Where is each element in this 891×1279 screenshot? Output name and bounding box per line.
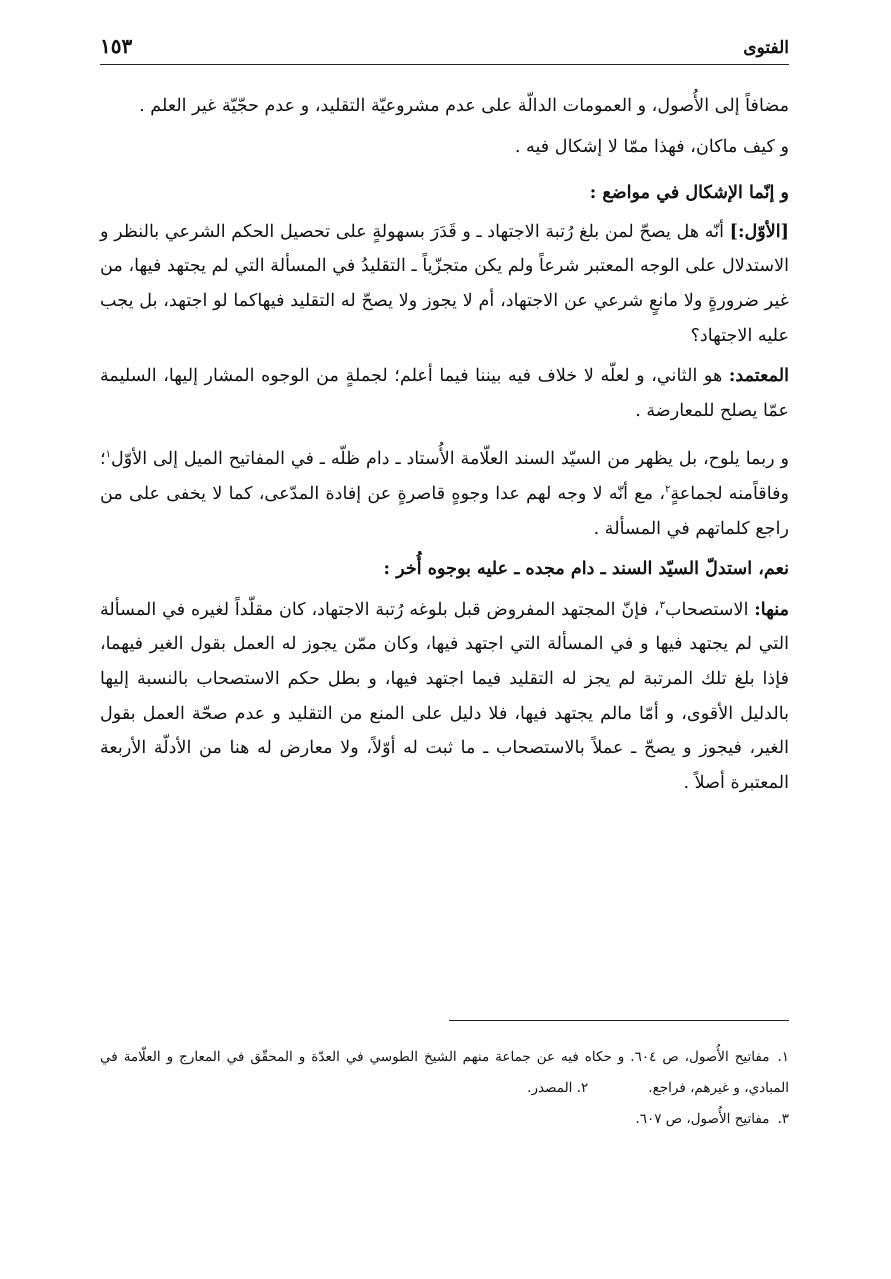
footnote-1-number: ١.	[777, 1049, 789, 1065]
first-issue-text: أنّه هل يصحّ لمن بلغ رُتبة الاجتهاد ـ و قَدَرَ بسهولةٍ على تحصيل الحكم الشرعي بالنظر و الاستدلال على الوجه المعتبر شرعاً ولم يكن متجزّياً ـ التقليدُ في المسألة التي لم يجتهد فيها، من غير ضرورةٍ ولا مانعٍ شرعي عن الاجتهاد، أم لا يجوز ولا يصحّ له التقليد فيهاكما لو اجتهد، بل يجب عليه الاجتهاد؟	[100, 221, 789, 346]
paragraph-1: مضافاً إلى الأُصول، و العمومات الدالّة على عدم مشروعيّة التقليد، و عدم حجّيّة غير العلم .	[139, 96, 789, 116]
paragraph-3-part-b: ؛ وفاقاًمنه لجماعةٍ	[100, 449, 789, 504]
footnote-ref-3[interactable]: ٣	[659, 599, 665, 611]
paragraph-3	[100, 442, 789, 546]
running-title: الفتوى	[743, 38, 789, 58]
page-number: ١٥٣	[100, 34, 133, 58]
page-header	[100, 30, 789, 65]
minha-part-b: ، فإنّ المجتهد المفروض قبل بلوغه رُتبة الاجتهاد، كان مقلّداً لغيره في المسألة التي لم يجتهد فيها و في المسألة التي اجتهد فيها، وكان ممّن يجوز له العمل بقول الغير فيهما، فإذا بلغ تلك المرتبة لم يجز له التقليد فيما اجتهد فيها، و بطل حكم الاستصحاب بالنسبة إليها بالدليل الأقوى، و أمّا مالم يجتهد فيها، فلا دليل على المنع من التقليد و عدم صحّة العمل بقول الغير، فيجوز و يصحّ ـ عملاً بالاستصحاب ـ ما ثبت له أوّلاً، ولا معارض له هنا من الأدلّة الأربعة المعتبرة أصلاً .	[100, 599, 789, 793]
paragraph-first-issue	[100, 215, 789, 353]
footnote-3-text: مفاتيح الأُصول، ص ٦٠٧.	[635, 1111, 770, 1127]
footnote-ref-2[interactable]: ٢	[665, 484, 671, 496]
paragraph-2: و كيف ماكان، فهذا ممّا لا إشكال فيه .	[514, 136, 789, 157]
footnote-3	[100, 1104, 789, 1135]
paragraph-3-part-c: ، مع أنّه لا وجه لهم عدا وجوهٍ قاصرةٍ عن إفادة المدّعى، كما لا يخفى على من راجع كلماتهم في المسألة .	[100, 483, 789, 539]
paragraph-minha	[100, 593, 789, 801]
footnote-1-text: مفاتيح الأُصول، ص ٦٠٤. و حكاه فيه عن جماعة منهم الشيخ الطوسي في العدّة و المحقّق في المعارج و العلّامة في المبادي، و غيرهم، فراجع.	[100, 1049, 789, 1096]
footnote-ref-1[interactable]: ١	[105, 449, 111, 461]
paragraph-3-part-a: و ربما يلوح، بل يظهر من السيّد السند العلّامة الأُستاد ـ دام ظلّه ـ في المفاتيح الميل إلى الأوّل	[110, 449, 789, 470]
paragraph-mutamad	[100, 359, 789, 428]
mutamad-text: هو الثاني، و لعلّه لا خلاف فيه بيننا فيما أعلم؛ لجملةٍ من الوجوه المشار إليها، السليمة عمّا يصلح للمعارضة .	[100, 366, 789, 421]
footnote-2-text: المصدر.	[527, 1080, 573, 1096]
mutamad-label: المعتمد:	[728, 365, 789, 387]
footnotes	[100, 1042, 789, 1135]
minha-label: منها:	[754, 598, 789, 620]
section-heading: و إنّما الإشكال في مواضع :	[589, 182, 789, 204]
footnote-3-number: ٣.	[777, 1111, 789, 1127]
main-text	[100, 89, 789, 800]
footnote-divider	[449, 1020, 789, 1021]
book-page	[100, 30, 790, 1127]
footnote-2-number: ٢.	[576, 1080, 589, 1096]
footnote-1	[100, 1042, 789, 1104]
minha-part-a: الاستصحاب	[664, 599, 749, 620]
first-issue-label: [الأوّل:]	[729, 220, 790, 242]
paragraph-naam: نعم، استدلّ السيّد السند ـ دام مجده ـ عليه بوجوه أُخر :	[383, 558, 789, 580]
